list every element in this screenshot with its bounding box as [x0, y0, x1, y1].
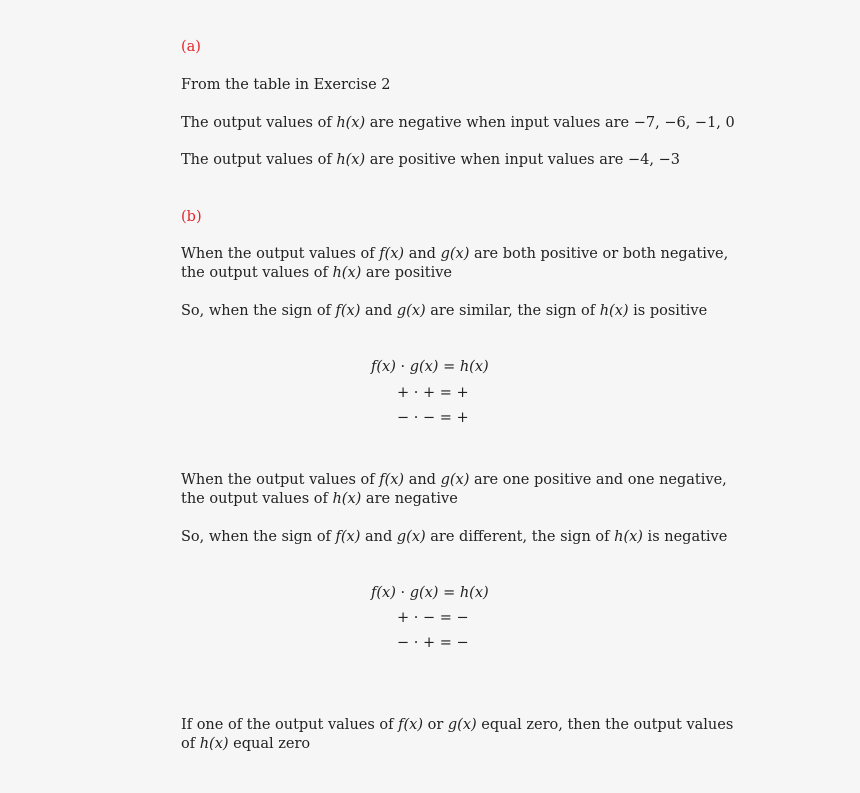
- positive-input-values: −4, −3: [628, 152, 680, 168]
- positive-inputs-sentence: The output values of h(x) are positive when input values are −4, −3: [181, 152, 680, 168]
- sign-rule-row: + · + = +: [397, 385, 469, 401]
- product-equation-header: f(x) · g(x) = h(x): [371, 359, 489, 375]
- product-equation-header: f(x) · g(x) = h(x): [371, 585, 489, 601]
- negative-inputs-sentence: The output values of h(x) are negative when input values are −7, −6, −1, 0: [181, 115, 735, 131]
- zero-rule-line-2: of h(x) equal zero: [181, 736, 311, 752]
- part-a-label: (a): [181, 39, 201, 55]
- similar-sign-line-2: the output values of h(x) are positive: [181, 265, 453, 281]
- sign-rule-row: − · − = +: [397, 410, 469, 426]
- sign-rule-row: − · + = −: [397, 635, 469, 651]
- different-sign-line-2: the output values of h(x) are negative: [181, 491, 458, 507]
- zero-rule-line-1: If one of the output values of f(x) or g(x) equal zero, then the output values: [181, 717, 734, 733]
- negative-input-values: −7, −6, −1, 0: [633, 115, 735, 131]
- similar-sign-line-1: When the output values of f(x) and g(x) are both positive or both negative,: [181, 246, 729, 262]
- h-of-x: h(x): [336, 115, 366, 131]
- table-reference-text: From the table in Exercise 2: [181, 77, 391, 93]
- different-sign-conclusion: So, when the sign of f(x) and g(x) are different, the sign of h(x) is negative: [181, 529, 728, 545]
- sign-rule-row: + · − = −: [397, 610, 469, 626]
- different-sign-line-1: When the output values of f(x) and g(x) are one positive and one negative,: [181, 472, 727, 488]
- similar-sign-conclusion: So, when the sign of f(x) and g(x) are similar, the sign of h(x) is positive: [181, 303, 708, 319]
- part-b-label: (b): [181, 209, 202, 225]
- h-of-x: h(x): [336, 152, 366, 168]
